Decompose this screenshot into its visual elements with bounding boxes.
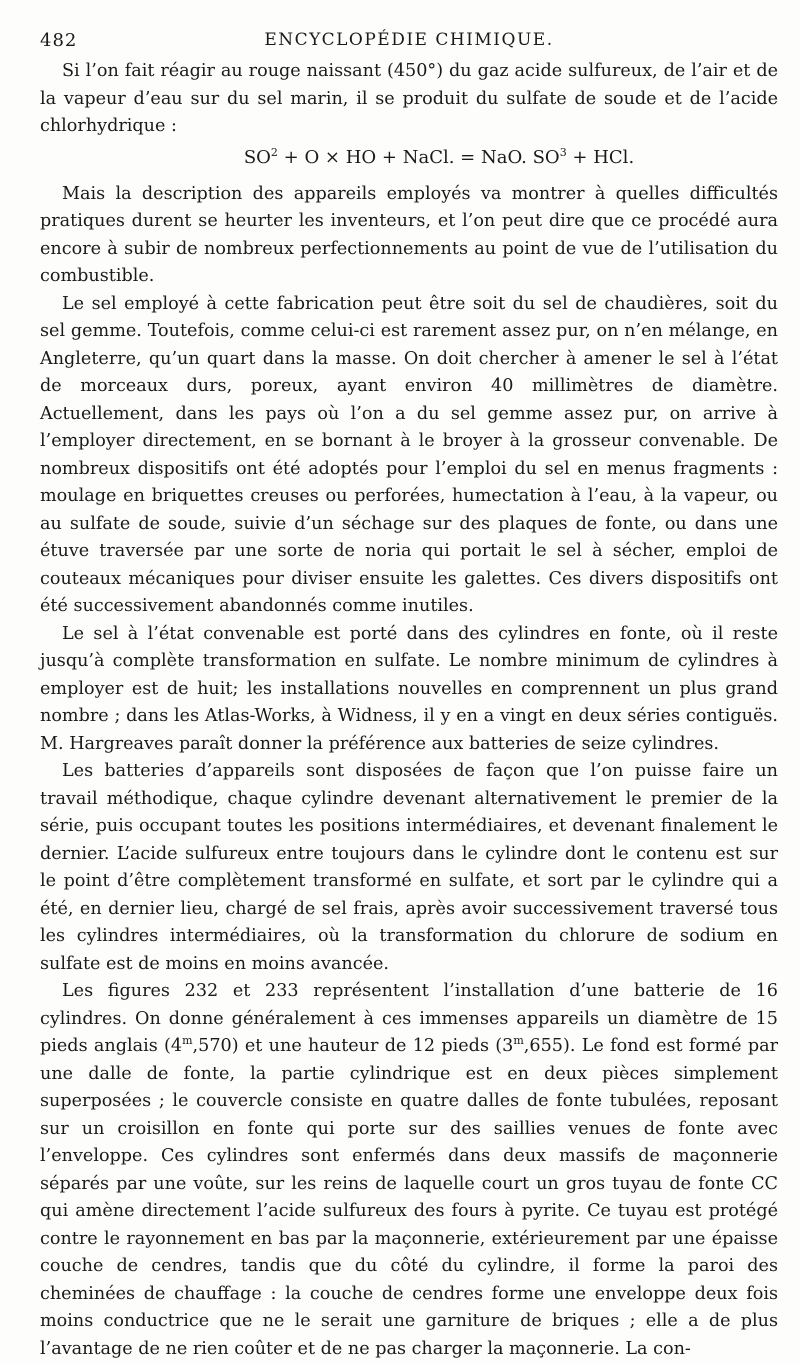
unit-superscript: m [182,1034,193,1048]
running-title: ENCYCLOPÉDIE CHIMIQUE. [264,30,554,50]
paragraph-batteries: Les batteries d’appareils sont disposées de façon que l’on puisse faire un travail méthodique, chaque cylindre devenant alternativement le premier de la série, puis occupant toutes les positions intermédiaires, et devenant finalement le dernier. L’acide sulfureux entre toujours dans le cylindre dont le contenu est sur le point d’être complètement transformé en sulfate, et sort par le cylindre qui a été, en dernier lieu, chargé de sel frais, après avoir successivement traversé tous les cylindres intermédiaires, où la transformation du chlorure de sodium en sulfate est de moins en moins avancée. [40,761,778,974]
page-number: 482 [40,30,78,51]
formula-part: + HCl. [566,146,635,168]
page-header [40,22,778,58]
book-page [40,22,778,1363]
text-run: ,570) et une hauteur de 12 pieds (3 [192,1036,514,1056]
formula-part: + O × HO + NaCl. = NaO. SO [277,146,560,168]
unit-superscript: m [513,1034,524,1048]
paragraph-cylinders: Le sel à l’état convenable est porté dans des cylindres en fonte, où il reste jusqu’à complète transformation en sulfate. Le nombre minimum de cylindres à employer est de huit; les installations nouvelles en comprennent un plus grand nombre ; dans les Atlas-Works, à Widness, il y en a vingt en deux séries contiguës. M. Hargreaves paraît donner la préférence aux batteries de seize cylindres. [40,623,778,754]
text-run: Les figures 232 et 233 représentent l’installation d’une batterie de 16 cylindres. On donne généralement à ces immenses appareils un diamètre de 15 pieds anglais (4 [40,981,778,1056]
formula-part: SO [243,146,271,168]
paragraph-salt: Le sel employé à cette fabrication peut être soit du sel de chaudières, soit du sel gemme. Toutefois, comme celui-ci est rarement assez pur, on n’en mélange, en Angleterre, qu’un quart dans la masse. On doit chercher à amener le sel à l’état de morceaux durs, poreux, ayant environ 40 millimètres de diamètre. Actuellement, dans les pays où l’on a du sel gemme assez pur, on arrive à l’employer directement, en se bornant à le broyer à la grosseur convenable. De nombreux dispositifs ont été adoptés pour l’emploi du sel en menus fragments : moulage en briquettes creuses ou perforées, humectation à l’eau, à la vapeur, ou au sulfate de soude, suivie d’un séchage sur des plaques de fonte, ou dans une étuve traversée par une sorte de noria qui portait le sel à sécher, emploi de couteaux mécaniques pour diviser ensuite les galettes. Ces divers dispositifs ont été successivement abandonnés comme inutiles. [40,293,778,616]
formula-superscript: 2 [270,145,278,159]
chemical-formula [40,143,778,173]
body-text [40,58,778,1363]
paragraph-figures [40,978,778,1363]
paragraph-intro: Si l’on fait réagir au rouge naissant (450°) du gaz acide sulfureux, de l’air et de la vapeur d’eau sur du sel marin, il se produit du sulfate de soude et de l’acide chlorhydrique : [40,61,778,136]
formula-superscript: 3 [559,145,567,159]
text-run: ,655). Le fond est formé par une dalle de fonte, la partie cylindrique est en deux pièces simplement superposées ; le couvercle consiste en quatre dalles de fonte tubulées, reposant sur un croisillon en fonte qui porte sur des saillies venues de fonte avec l’enveloppe. Ces cylindres sont enfermés dans deux massifs de maçonnerie séparés par une voûte, sur les reins de laquelle court un gros tuyau de fonte CC qui amène directement l’acide sulfureux des fours à pyrite. Ce tuyau est protégé contre le rayonnement en bas par la maçonnerie, extérieurement par une épaisse couche de cendres, tandis que du côté du cylindre, il forme la paroi des cheminées de chauffage : la couche de cendres forme une enveloppe deux fois moins conductrice que ne le serait une garniture de briques ; elle a de plus l’avantage de ne rien coûter et de ne pas charger la maçonnerie. La con- [40,1036,778,1359]
paragraph-description: Mais la description des appareils employés va montrer à quelles difficultés pratiques durent se heurter les inventeurs, et l’on peut dire que ce procédé aura encore à subir de nombreux perfectionnements au point de vue de l’utilisation du combustible. [40,183,778,286]
